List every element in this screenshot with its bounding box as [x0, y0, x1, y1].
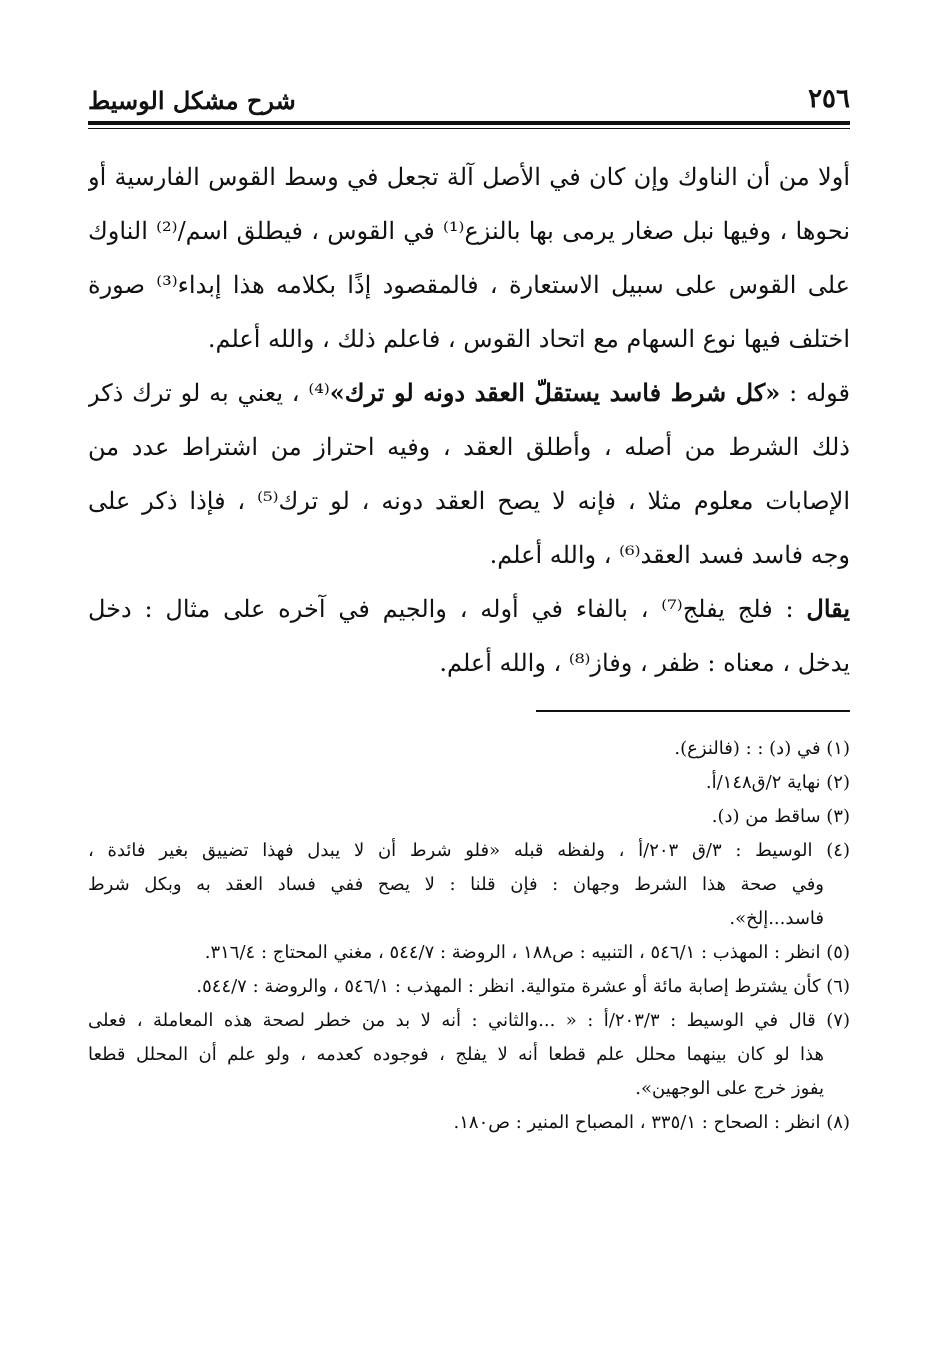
footnote-3: (٣) ساقط من (د).: [711, 806, 850, 827]
footnote-1: (١) في (د) : : (فالنزع).: [674, 738, 850, 759]
text-line: على القوس على سبيل الاستعارة ، فالمقصود إذًا بكلامه هذا إبداء⁽³⁾ صورة: [88, 271, 850, 299]
text-line: وجه فاسد فسد العقد⁽⁶⁾ ، والله أعلم.: [489, 541, 850, 569]
footnote-2: (٢) نهاية ٢/ق١٤٨/أ.: [705, 772, 850, 793]
text-line: ذلك الشرط من أصله ، وأطلق العقد ، وفيه احتراز من اشتراط عدد من: [88, 433, 850, 461]
header-rule-thin: [88, 128, 850, 129]
footnotes: [88, 732, 850, 1140]
text-line-bold-quote: قوله : «كل شرط فاسد يستقلّ العقد دونه لو ترك»⁽⁴⁾ ، يعني به لو ترك ذكر: [88, 378, 850, 407]
footnote-4-cont: فاسد...إلخ».: [729, 908, 824, 929]
footnote-separator: [536, 710, 850, 712]
page-header: [88, 84, 850, 122]
text-line: الإصابات معلوم مثلا ، فإنه لا يصح العقد دونه ، لو ترك⁽⁵⁾ ، فإذا ذكر على: [88, 487, 850, 515]
text-line: اختلف فيها نوع السهام مع اتحاد القوس ، فاعلم ذلك ، والله أعلم.: [207, 325, 850, 353]
running-title: شرح مشكل الوسيط: [88, 86, 296, 115]
page-number: ٢٥٦: [808, 84, 850, 114]
header-rule-thick: [88, 121, 850, 125]
footnote-4-cont: وفي صحة هذا الشرط وجهان : فإن قلنا : لا يصح ففي فساد العقد به وبكل شرط: [88, 874, 824, 895]
text-line-yuqal: يقال : فلج يفلج⁽⁷⁾ ، بالفاء في أوله ، والجيم في آخره على مثال : دخل: [88, 594, 850, 623]
footnote-7: (٧) قال في الوسيط : ٢٠٣/٣/أ : « ...والثاني : أنه لا بد من خطر لصحة هذه المعاملة ، فعلى: [88, 1010, 850, 1031]
bold-segment: «كل شرط فاسد يستقلّ العقد دونه لو ترك»: [329, 378, 781, 407]
footnote-7-cont: يفوز خرج على الوجهين».: [635, 1078, 824, 1099]
footnote-6: (٦) كأن يشترط إصابة مائة أو عشرة متوالية. انظر : المهذب : ٥٤٦/١ ، والروضة : ٥٤٤/٧.: [196, 976, 850, 997]
text-line: نحوها ، وفيها نبل صغار يرمى بها بالنزع⁽¹⁾ في القوس ، فيطلق اسم/⁽²⁾ الناوك: [88, 217, 850, 245]
footnote-4: (٤) الوسيط : ٣/ق ٢٠٣/أ ، ولفظه قبله «فلو شرط أن لا يبدل فهذا تضييق بغير فائدة ،: [88, 840, 850, 861]
text-line: يدخل ، معناه : ظفر ، وفاز⁽⁸⁾ ، والله أعلم.: [439, 649, 850, 677]
footnote-5: (٥) انظر : المهذب : ٥٤٦/١ ، التنبيه : ص١٨٨ ، الروضة : ٥٤٤/٧ ، مغني المحتاج : ٣١٦/٤.: [204, 942, 850, 963]
bold-segment: يقال: [806, 594, 850, 623]
text-line: أولا من أن الناوك وإن كان في الأصل آلة تجعل في وسط القوس الفارسية أو: [88, 163, 850, 191]
main-text: [88, 150, 850, 690]
footnote-7-cont: هذا لو كان بينهما محلل علم قطعا أنه لا يفلج ، فوجوده كعدمه ، ولو علم أن المحلل قطعا: [88, 1044, 824, 1065]
footnote-8: (٨) انظر : الصحاح : ٣٣٥/١ ، المصباح المنير : ص١٨٠.: [453, 1112, 850, 1133]
